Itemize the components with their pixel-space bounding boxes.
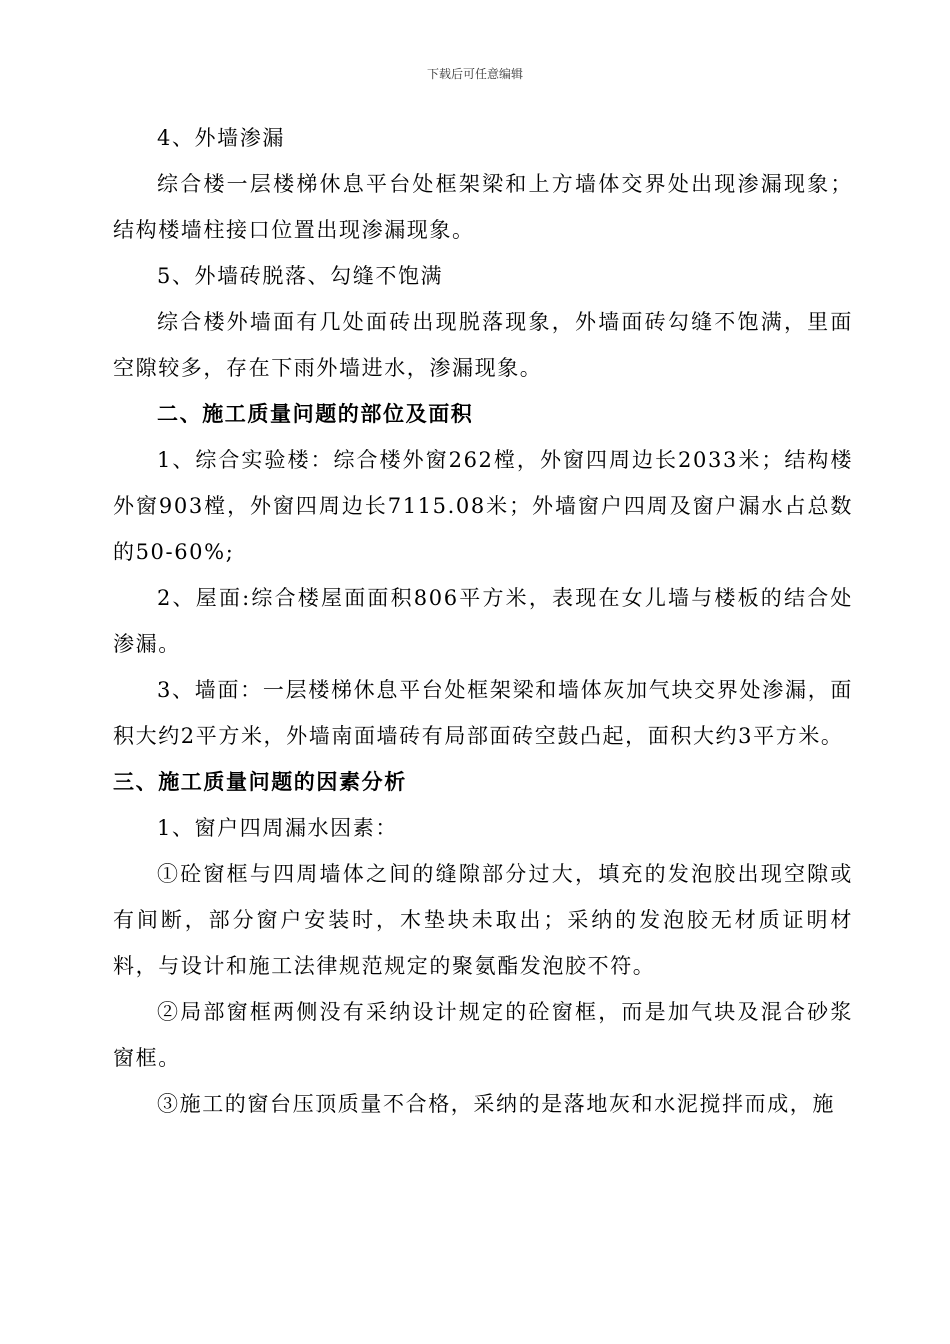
paragraph-8: 3、墙面：一层楼梯休息平台处框架梁和墙体灰加气块交界处渗漏，面积大约2平方米，外墙南面墙砖有局部面砖空鼓凸起，面积大约3平方米。 [113, 678, 853, 748]
paragraph-12: ②局部窗框两侧没有采纳设计规定的砼窗框，而是加气块及混合砂浆窗框。 [113, 1000, 853, 1070]
paragraph-1: 4、外墙渗漏 [157, 126, 285, 150]
paragraph-11: ①砼窗框与四周墙体之间的缝隙部分过大，填充的发泡胶出现空隙或有间断，部分窗户安装时，木垫块未取出；采纳的发泡胶无材质证明材料，与设计和施工法律规范规定的聚氨酯发泡胶不符。 [113, 862, 853, 978]
paragraph-2: 综合楼一层楼梯休息平台处框架梁和上方墙体交界处出现渗漏现象；结构楼墙柱接口位置出现渗漏现象。 [113, 172, 853, 242]
header-note: 下载后可任意编辑 [426, 67, 523, 81]
paragraph-3: 5、外墙砖脱落、勾缝不饱满 [157, 264, 444, 288]
paragraph-7: 2、屋面:综合楼屋面面积806平方米，表现在女儿墙与楼板的结合处渗漏。 [113, 586, 853, 656]
paragraph-10: 1、窗户四周漏水因素： [157, 816, 398, 840]
section-heading-2: 二、施工质量问题的部位及面积 [157, 401, 474, 426]
section-heading-3: 三、施工质量问题的因素分析 [113, 769, 407, 794]
paragraph-13: ③施工的窗台压顶质量不合格，采纳的是落地灰和水泥搅拌而成，施 [157, 1092, 835, 1116]
paragraph-4: 综合楼外墙面有几处面砖出现脱落现象，外墙面砖勾缝不饱满，里面空隙较多，存在下雨外墙进水，渗漏现象。 [113, 310, 853, 380]
paragraph-6: 1、综合实验楼：综合楼外窗262樘，外窗四周边长2033米；结构楼外窗903樘，外窗四周边长7115.08米；外墙窗户四周及窗户漏水占总数的50-60%; [113, 448, 853, 564]
document-body [113, 115, 853, 1127]
